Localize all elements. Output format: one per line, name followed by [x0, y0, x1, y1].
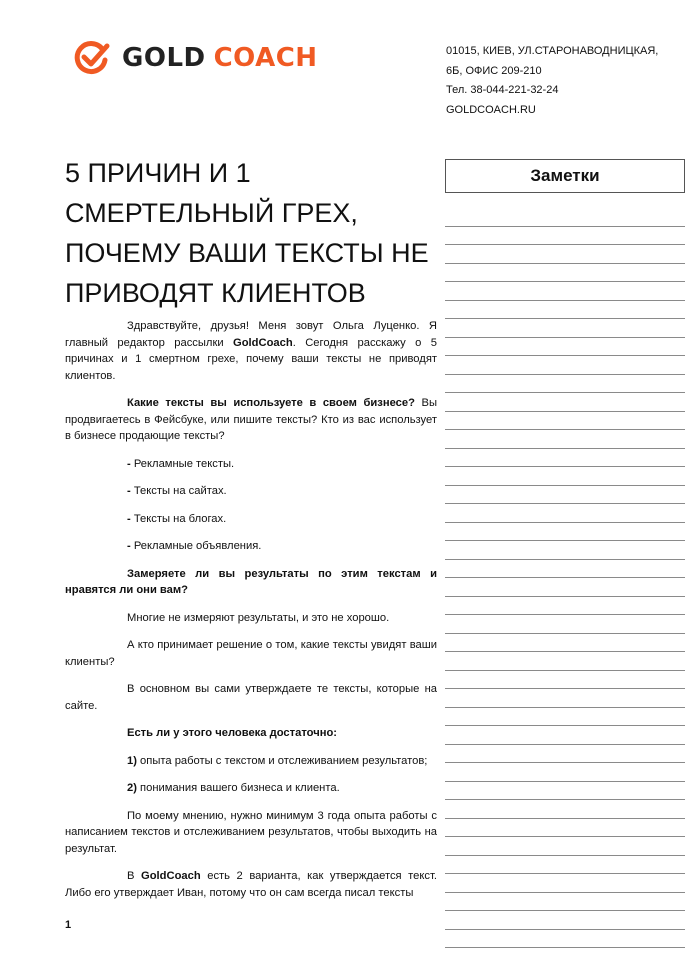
article-body: [65, 318, 437, 912]
note-line: [445, 745, 685, 764]
question: Есть ли у этого человека достаточно:: [127, 727, 338, 739]
note-line: [445, 708, 685, 727]
note-line: [445, 615, 685, 634]
note-line: [445, 874, 685, 893]
document-title: 5 ПРИЧИН И 1 СМЕРТЕЛЬНЫЙ ГРЕХ, ПОЧЕМУ ВАШИ ТЕКСТЫ НЕ ПРИВОДЯТ КЛИЕНТОВ: [65, 158, 429, 308]
list-item: - Тексты на блогах.: [127, 512, 227, 525]
check-circle-icon: [74, 40, 110, 76]
note-line: [445, 911, 685, 930]
website-link[interactable]: GOLDCOACH.RU: [446, 103, 536, 116]
paragraph: Многие не измеряют результаты, и это не хорошо.: [127, 611, 390, 624]
list-item: - Рекламные объявления.: [127, 540, 262, 552]
note-line: [445, 504, 685, 523]
paragraph: Какие тексты вы используете в своем бизнесе? Вы продвигаетесь в Фейсбуке, или пишите тексты? Кто из вас использует в бизнесе продающие тексты?: [65, 397, 437, 442]
note-line: [445, 264, 685, 283]
address-line-1: 01015, КИЕВ, УЛ.СТАРОНАВОДНИЦКАЯ,: [446, 45, 659, 57]
note-line: [445, 375, 685, 394]
note-line: [445, 356, 685, 375]
note-line: [445, 819, 685, 838]
note-line: [445, 893, 685, 912]
note-line: [445, 319, 685, 338]
note-line: [445, 578, 685, 597]
note-line: [445, 837, 685, 856]
note-line: [445, 245, 685, 264]
paragraph: В основном вы сами утверждаете те тексты, которые на сайте.: [65, 683, 437, 712]
note-line: [445, 393, 685, 412]
paragraph: 2) понимания вашего бизнеса и клиента.: [127, 782, 340, 794]
logo-gold: GOLD: [122, 43, 206, 73]
note-line: [445, 763, 685, 782]
paragraph: Здравствуйте, друзья! Меня зовут Ольга Луценко. Я главный редактор рассылки GoldCoach. Сегодня расскажу о 5 причинах и 1 смертном грехе, почему ваши тексты не приводят клиентов.: [65, 320, 437, 382]
phone: Тел. 38-044-221-32-24: [446, 84, 559, 96]
note-line: [445, 523, 685, 542]
note-line: [445, 430, 685, 449]
contacts-block: [446, 42, 658, 120]
note-line: [445, 282, 685, 301]
note-line: [445, 560, 685, 579]
notes-heading: Заметки: [445, 159, 685, 193]
note-line: [445, 449, 685, 468]
note-line: [445, 800, 685, 819]
paragraph: В GoldCoach есть 2 варианта, как утверждается текст. Либо его утверждает Иван, потому что он сам всегда писал тексты: [65, 870, 437, 899]
note-line: [445, 301, 685, 320]
list-item: - Рекламные тексты.: [127, 457, 235, 470]
note-line: [445, 338, 685, 357]
logo-coach: COACH: [213, 43, 318, 73]
note-line: [445, 412, 685, 431]
note-line: [445, 597, 685, 616]
question: Замеряете ли вы результаты по этим текстам и нравятся ли они вам?: [65, 567, 437, 596]
note-line: [445, 486, 685, 505]
note-line: [445, 782, 685, 801]
address-line-2: 6Б, ОФИС 209-210: [446, 64, 542, 77]
page-number: 1: [65, 919, 72, 931]
paragraph: 1) опыта работы с текстом и отслеживанием результатов;: [127, 754, 428, 767]
logo-text: [122, 43, 318, 73]
note-line: [445, 652, 685, 671]
note-line: [445, 227, 685, 246]
list-item: - Тексты на сайтах.: [127, 485, 227, 497]
paragraph: А кто принимает решение о том, какие тексты увидят ваши клиенты?: [65, 639, 437, 668]
note-line: [445, 930, 685, 949]
paragraph: По моему мнению, нужно минимум 3 года опыта работы с написанием текстов и отслеживанием результатов, чтобы выходить на результат.: [65, 809, 437, 855]
note-line: [445, 856, 685, 875]
note-line: [445, 671, 685, 690]
note-line: [445, 208, 685, 227]
note-line: [445, 689, 685, 708]
notes-lines: [445, 208, 685, 948]
logo: [74, 40, 318, 76]
note-line: [445, 467, 685, 486]
note-line: [445, 726, 685, 745]
note-line: [445, 541, 685, 560]
note-line: [445, 634, 685, 653]
